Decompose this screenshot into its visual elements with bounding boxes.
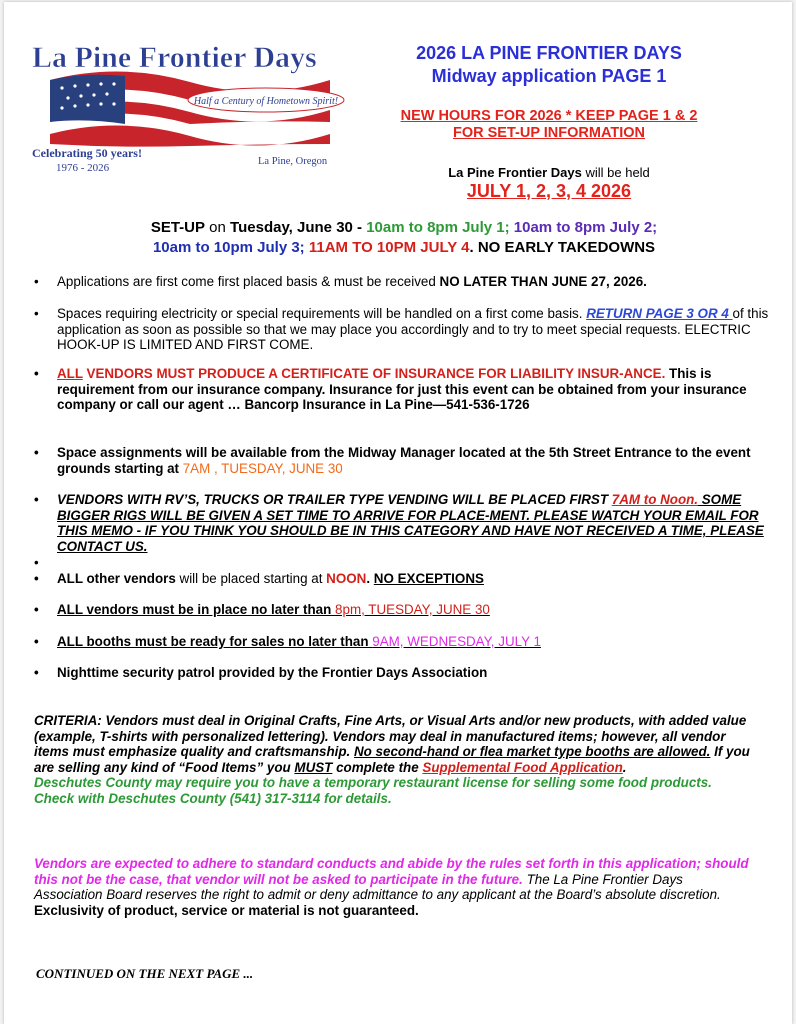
logo-celebrating: Celebrating 50 years! xyxy=(32,146,142,160)
event-dates: JULY 1, 2, 3, 4 2026 xyxy=(466,181,632,201)
new-hours-notice: NEW HOURS FOR 2026 * KEEP PAGE 1 & 2 FOR SET-UP INFORMATION xyxy=(400,108,698,141)
setup-hours-line2: 10am to 10pm July 3; 11AM TO 10PM JULY 4. NO EARLY TAKEDOWNS xyxy=(152,239,656,256)
conduct-paragraph: Vendors are expected to adhere to standard conducts and abide by the rules set forth in this application; should this not be the case, that vendor will not be asked to participate in the future. The La Pine Frontier Days Association Board reserves the right to admit or deny admittance to any applicant at the Board’s absolute discretion. Exclusivity of product, service or material is not guaranteed. xyxy=(34,856,749,918)
flag-graphic xyxy=(30,32,350,182)
held-line: La Pine Frontier Days will be held xyxy=(448,165,650,180)
logo-title: La Pine Frontier Days xyxy=(32,41,317,74)
criteria-paragraph: CRITERIA: Vendors must deal in Original Crafts, Fine Arts, or Visual Arts and/or new products, with added value (example, T-shirts with personalized lettering). Vendors may deal in manufactured items; however, all vendor items must emphasize quality and craftsmanship. No second-hand or flea market type booths are allowed. If you are selling any kind of “Food Items” you MUST complete the Supplemental Food Application. Deschutes County may require you to have a temporary restaurant license for selling some food products. Check with Deschutes County (541) 317-3114 for details. xyxy=(34,713,750,806)
setup-hours-line1: SET-UP on Tuesday, June 30 - 10am to 8pm July 1; 10am to 8pm July 2; xyxy=(150,219,658,236)
document-page: La Pine Frontier Days Half a Century of Hometown Spirit! Celebrating 50 years! 1976 - 2026 La Pine, Oregon 2026 LA PINE FRONTIER DAYS Midway application PAGE 1 NEW HOURS FOR 2026 * KEEP PAGE 1 & 2 FOR SET-UP INFORMATION La Pine Frontier Days will be held JULY 1, 2, 3, 4 2026 SET-UP on Tuesday, June 30 - 10am to 8pm July 1; 10am to 8pm July 2; 10am to 10pm July 3; 11AM TO 10PM JULY 4. NO EARLY TAKEDOWNS • Applications are first come first placed basis & must be received NO LATER THAN JUNE 27, 2026. • Spaces requiring electricity or special requirements will be handled on a first come basis. RETURN PAGE 3 OR 4 of this application as soon as possible so that we may place you accordingly and to try to meet special requests. ELECTRIC HOOK-UP IS LIMITED AND FIRST COME. • ALL VENDORS MUST PRODUCE A CERTIFICATE OF INSURANCE FOR LIABILITY INSUR-ANCE. This is requirement from our insurance company. Insurance for just this event can be obtained from your insurance company or call our agent … Bancorp Insurance in La Pine—541-536-1726 • Space assignments will be available from the Midway Manager located at the 5th Street Entrance to the event grounds starting at 7AM , TUESDAY, JUNE 30 • VENDORS WITH RV’S, TRUCKS OR TRAILER TYPE VENDING WILL BE PLACED FIRST 7AM to Noon. SOME BIGGER RIGS WILL BE GIVEN A SET TIME TO ARRIVE FOR PLACE-MENT. PLEASE WATCH YOUR EMAIL FOR THIS MEMO - IF YOU THINK YOU SHOULD BE IN THIS CATEGORY AND HAVE NOT RECEIVED A TIME, PLEASE CONTACT US. • • ALL other vendors will be placed starting at NOON. NO EXCEPTIONS • ALL vendors must be in place no later than 8pm, TUESDAY, JUNE 30 • ALL booths must be ready for sales no later than 9AM, WEDNESDAY, JULY 1 • Nighttime security patrol provided by the Frontier Days Association CRITERIA: Vendors must deal in Original Crafts, Fine Arts, or Visual Arts and/or new products, with added value (example, T-shirts with personalized lettering). Vendors may deal in manufactured items; however, all vendor items must emphasize quality and craftsmanship. No second-hand or flea market type booths are allowed. If you are selling any kind of “Food Items” you MUST complete the Supplemental Food Application. Deschutes County may require you to have a temporary restaurant license for selling some food products. Check with Deschutes County (541) 317-3114 for details. Vendors are expected to adhere to standard conducts and abide by the rules set forth in this application; should this not be the case, that vendor will not be asked to participate in the future. The La Pine Frontier Days Association Board reserves the right to admit or deny admittance to any applicant at the Board’s absolute discretion. Exclusivity of product, service or material is not guaranteed. CONTINUED ON THE NEXT PAGE ... xyxy=(4,2,792,1024)
page-title: 2026 LA PINE FRONTIER DAYS Midway application PAGE 1 xyxy=(416,43,682,86)
food-application-link[interactable]: Supplemental Food Application xyxy=(422,759,623,775)
logo-years: 1976 - 2026 xyxy=(56,162,110,174)
return-page-link[interactable]: RETURN PAGE 3 OR 4 xyxy=(586,306,733,321)
logo-tagline: Half a Century of Hometown Spirit! xyxy=(193,96,339,107)
continued-note: CONTINUED ON THE NEXT PAGE ... xyxy=(36,966,254,981)
frontier-days-logo xyxy=(30,32,350,182)
logo-location: La Pine, Oregon xyxy=(258,156,328,167)
